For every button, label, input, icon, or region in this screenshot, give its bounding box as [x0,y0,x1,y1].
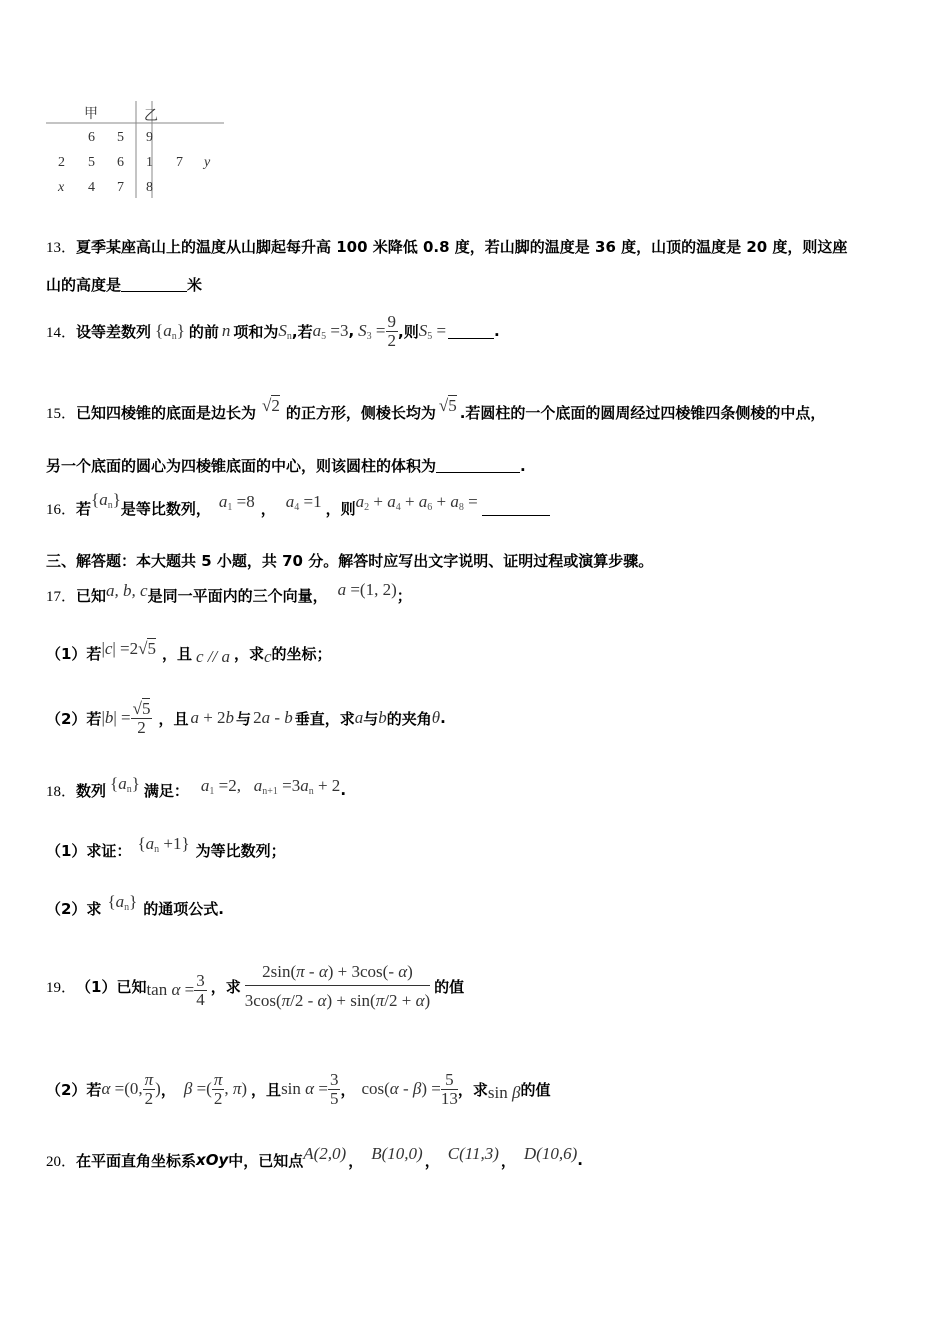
formula-sin-beta: sin β [487,1083,521,1102]
question-text: 的值 [520,1080,551,1099]
question-text: .若圆柱的一个底面的圆周经过四棱锥四条侧棱的中点， [459,403,826,422]
formula-sum: $a_2 + a_4 + a_6 + a_8$ = [355,491,478,513]
question-text: 数列 [76,781,107,800]
leaf-right: 8 [146,180,153,195]
answer-blank[interactable] [436,458,520,473]
separator: ， [348,1151,364,1170]
question-number: 16． [46,501,77,518]
question-text: . [494,322,500,340]
var-c: c [264,647,272,666]
formula-a4: $a_4 =1$ [285,491,322,513]
question-text: 在平面直角坐标系 [76,1151,197,1170]
question-13 [46,236,847,257]
formula-a-vector: a =(1, 2) [337,580,397,599]
question-text: 的夹角 [386,709,432,728]
question-text: 的值 [434,977,465,996]
question-number: 15． [46,405,77,422]
answer-blank[interactable] [448,324,494,339]
question-18-part2 [46,890,224,926]
question-text: . [520,457,526,475]
question-15 [46,392,825,432]
question-text: . [440,709,446,727]
leaf-left: 6 [88,130,95,145]
leaf-left: 5 [88,155,95,170]
formula-recurrence: $a_1 =2$, $a_{n+1} =3a_n + 2$ [200,775,341,797]
question-text: ，且 [161,644,192,663]
stem-leaf-lines [44,96,229,201]
question-number: 14． [46,324,77,341]
var-a: a [354,708,364,727]
question-text: 为等比数列； [195,841,286,860]
leaf-left: 2 [58,155,65,170]
stem: 5 [117,130,124,145]
formula-beta-range: β =( [183,1079,212,1098]
part-label: （2）若 [46,1080,102,1099]
formula-sin-alpha: sin α = [281,1079,328,1098]
question-text: 垂直，求 [294,709,355,728]
question-17-part2 [46,690,446,746]
question-15-line2 [46,455,526,476]
coord-system-label: xOy [196,1151,229,1169]
formula-an: $\{a_n\}$ [107,891,138,913]
formula-paren-close: ) [155,1079,161,1098]
formula-an: $\{a_n\}$ [110,773,140,795]
question-number: 17． [46,588,77,605]
question-text: 若 [76,499,92,518]
question-16 [46,490,550,526]
separator: ， [424,1151,440,1170]
fraction-sqrt5-2: $\frac{√5}{2}$ [132,698,151,737]
question-text: . [577,1151,583,1169]
leaf-right: 7 [176,155,183,170]
question-text: 山的高度是 [46,276,122,294]
var-b: b [378,708,387,727]
question-text: 与 [236,709,252,728]
part-label: （2）求 [46,899,102,918]
formula-an: $\{a_n\}$ [155,320,185,342]
leaf-left: 4 [88,180,95,195]
question-18 [46,772,346,808]
question-text: 是同一平面内的三个向量， [147,586,328,605]
formula-S5: $S_5$ = [418,320,447,342]
question-text: ,若 [291,322,313,341]
stem: 6 [117,155,124,170]
question-19-part2 [46,1064,550,1114]
question-text: 的前 [188,322,219,341]
question-text: ，求 [233,644,264,663]
question-text: 夏季某座高山上的温度从山脚起每升高 100 米降低 0.8 度，若山脚的温度是 36 度，山顶的温度是 20 度，则这座 [76,238,848,256]
answer-blank[interactable] [121,277,187,292]
question-20 [46,1142,583,1178]
question-17 [46,578,412,612]
formula-sqrt5: √5 [438,396,457,415]
formula-big-fraction: $\frac{2\sin(\pi - \alpha) + 3\cos(- \alpha)}{3\cos(\pi/2 - \alpha) + \sin(\pi/2 + \alpha)}$ [244,961,431,1010]
leaf-left: x [58,180,65,195]
leaf-right: 9 [146,130,153,145]
question-text: . [340,781,347,799]
question-text: ， [340,1080,356,1099]
question-text: , [348,322,355,340]
part-label: （1）求证： [46,841,132,860]
fraction-pi-2: $\frac{\pi}{2}$ [144,1069,154,1108]
question-text: ，则 [325,499,356,518]
question-18-part1 [46,832,286,868]
section-heading: 三、解答题：本大题共 5 小题，共 70 分。解答时应写出文字说明、证明过程或演算步骤。 [46,552,654,570]
formula-sqrt2: √2 [262,396,280,415]
formula-a-plus-2b: a + 2b [190,708,235,727]
fraction-9-2: $\frac{9}{2}$ [387,311,396,350]
stem: 7 [117,180,124,195]
fraction-5-13: $\frac{5}{13}$ [440,1069,458,1108]
question-text: 已知 [76,586,107,605]
question-text: 米 [187,276,203,294]
header-jia: 甲 [84,107,98,122]
point-B: B(10,0) [371,1144,423,1163]
formula-Sn: $S_n$ [278,320,292,342]
part-label: （1）已知 [76,977,147,996]
part-label: （2）若 [46,709,102,728]
question-text: 已知四棱锥的底面是边长为 [76,403,257,422]
question-text: ； [396,586,412,605]
question-text: 的正方形，侧棱长均为 [285,403,436,422]
fraction-pi-2: $\frac{\pi}{2}$ [213,1069,223,1108]
formula-an-plus-1: $\{a_n +1\}$ [137,833,190,855]
question-14 [46,306,500,356]
question-number: 18． [46,783,77,800]
question-text: 的通项公式. [143,899,224,918]
question-text: ，且 [251,1080,282,1099]
point-A: A(2,0) [303,1144,347,1163]
formula-a5: $a_5 =3$ [312,320,349,342]
question-text: ， [160,1080,176,1099]
formula-S3: $S_3$ = [358,320,386,342]
var-theta: θ [431,708,441,727]
formula-a1: $a_1 =8$ [218,491,255,513]
leaf-right: y [204,155,211,170]
leaf-right: 1 [146,155,153,170]
separator: ， [500,1151,516,1170]
part-label: （1）若 [46,644,102,663]
fraction-3-5: $\frac{3}{5}$ [329,1069,339,1108]
formula-an: $\{a_n\}$ [91,489,121,511]
question-text: ， [260,499,276,518]
formula-abc: a, b, c [106,581,148,600]
header-yi: 乙 [144,109,158,124]
fraction-3-4: $\frac{3}{4}$ [196,970,205,1009]
question-text: 与 [363,709,379,728]
formula-b-magnitude: |b| = [101,708,131,727]
question-number: 19． [46,979,77,996]
question-text: ，求 [457,1080,488,1099]
var-n: n [221,321,231,340]
point-D: D(10,6) [523,1144,578,1163]
question-text: ，求 [210,977,241,996]
question-number: 20． [46,1153,77,1170]
formula-c-magnitude: |c| =2√5 [101,639,156,658]
formula-beta-range-end: , π) [224,1079,248,1098]
question-text: 满足： [143,781,189,800]
point-C: C(11,3) [447,1144,499,1163]
question-text: 中，已知点 [228,1151,304,1170]
answer-blank[interactable] [482,501,550,516]
question-text: ，且 [158,709,189,728]
formula-c-parallel-a: c // a [195,647,230,666]
question-number: 13． [46,240,77,256]
question-text: 设等差数列 [76,322,152,341]
question-text: 是等比数列， [120,499,211,518]
question-text: 的坐标； [271,644,332,663]
formula-2a-minus-b: 2a - b [253,708,293,727]
question-text: 另一个底面的圆心为四棱锥底面的中心，则该圆柱的体积为 [46,457,437,475]
question-text: ,则 [398,322,419,341]
formula-tan: tan α = [146,980,195,999]
question-17-part1 [46,632,332,674]
question-13-line2 [46,274,202,295]
formula-cos-diff: cos(α - β) = [361,1079,441,1098]
question-19-part1 [46,946,464,1026]
question-text: 项和为 [233,322,279,341]
formula-alpha-range: α =(0, [101,1079,143,1098]
